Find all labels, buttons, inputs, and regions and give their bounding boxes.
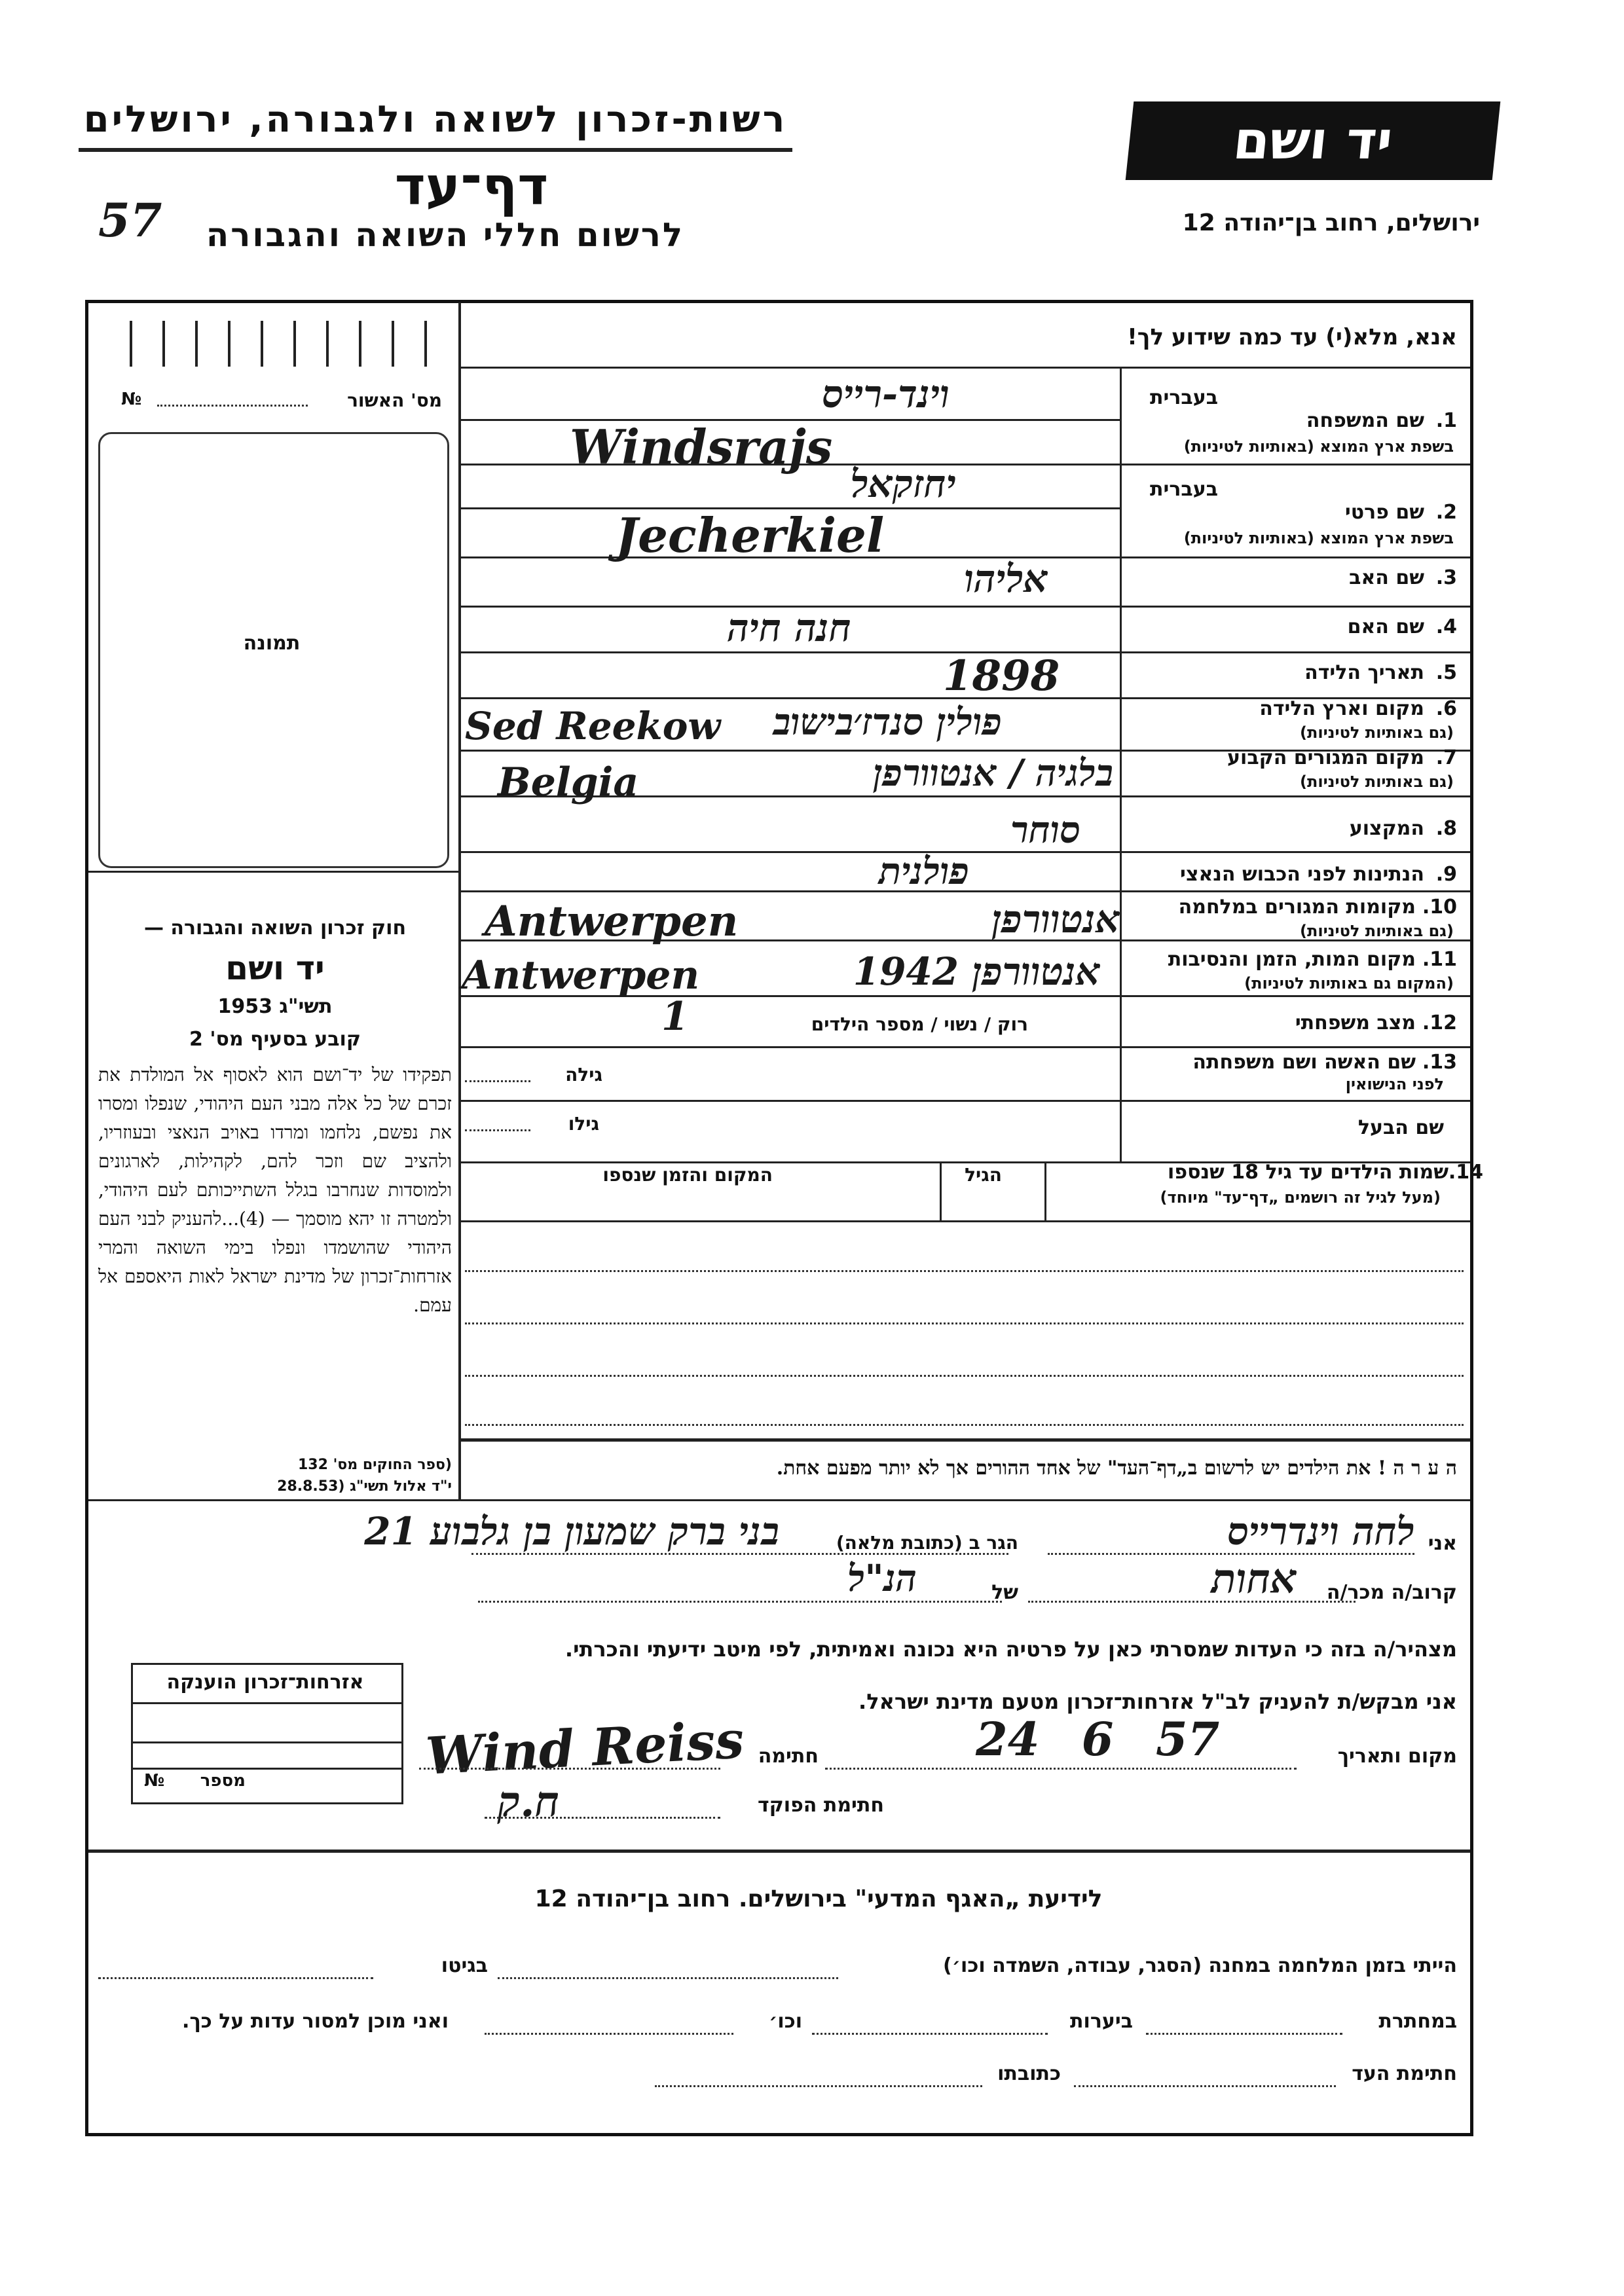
field-7-value[interactable]: בלגיה / אנטוורפן [873,752,1113,795]
field-5-label: תאריך הלידה [1304,661,1424,684]
field-4-number: 4. [1435,615,1457,638]
field-6-value[interactable]: פולין סנדז׳בישוב [773,701,1002,744]
field-11-number: 11. [1422,948,1457,971]
bottom-witness-address-label: כתובתו [997,2062,1061,2085]
field-12-options: רוק / נשוי / מספר הילדים [811,1013,1028,1035]
field-10-value[interactable]: אנטוורפן [991,897,1120,941]
declarant-address-value[interactable]: בני ברק שמעון בן גלבוע 21 [364,1509,779,1554]
field-2-hebrew-tag: בעברית [1150,478,1218,501]
field-8-number: 8. [1435,817,1457,840]
field-10-latin-value[interactable]: Antwerpen [485,897,739,946]
law-box-year-heb: תשי"ג [279,995,333,1018]
citizenship-box-line [131,1741,401,1743]
place-date-line [825,1768,1297,1770]
field-10-label: מקומות המגורים במלחמה [1178,896,1416,919]
field-13-note: לפני הנישואין [1345,1075,1444,1093]
bottom-line1-label: הייתי בזמן המלחמה במחנה (הסגר, עבודה, השמדה וכו׳) [943,1954,1457,1977]
field-11-label: מקום המות, הזמן והנסיבות [1168,948,1416,971]
field-11-value[interactable]: אנטוורפן 1942 [853,949,1100,994]
margin-mark: 57 [98,193,162,247]
field-10-note: (גם באותיות לטיניות) [1300,922,1454,940]
header-address: ירושלים, רחוב בן־יהודה 12 [1182,210,1480,236]
declarant-relation-line [1028,1601,1356,1603]
law-box-text: תפקידו של יד־ושם הוא לאסוף אל המולדת את זכרם של כל אלה מבני העם היהודי, שנפלו ומסרו את נפשם, נלחמו ומרדו באויב הנאצי ובעוזריו, ולהציב שם וזכר להם, לקהילות, לארגונים ולמוסדות שנחרבו בגלל השתייכותם לעם היהודי, ולמטרה זו יהא מוסמך — (4)...להעניק לבני העם היהודי שהושמדו ונפלו בימי השואה והמרי אזרחות־זכרון של מדינת ישראל לאות היאספם אל עמם. [98,1064,452,1316]
citizenship-box-line [131,1768,401,1770]
field-9-number: 9. [1435,863,1457,886]
children-bottom-line [458,1438,1470,1442]
approval-tick-strip [92,308,458,370]
left-column-divider [458,302,461,1438]
field-5-value[interactable]: 1898 [943,651,1060,701]
children-col-divider [940,1161,942,1220]
signature-line [419,1768,720,1770]
bottom-witness-signature-input[interactable] [1074,2085,1336,2087]
law-box-top-line [88,871,458,873]
bottom-ghetto-label: בגיטו [441,1954,488,1977]
approval-number-field[interactable] [157,405,308,407]
field-13-age-input[interactable] [465,1080,530,1082]
field-4-label: שם האם [1347,615,1424,638]
approval-no-sign: № [121,390,142,409]
bottom-testimony-label: ואני מוכן למסור עדות על כך. [182,2010,449,2033]
citizenship-no-sign: № [144,1771,165,1791]
field-6-note: (גם באותיות לטיניות) [1300,723,1454,742]
request-text: אני מבקש/ת להעניק לב"ל אזרחות־זכרון מטעם מדינת ישראל. [858,1689,1457,1714]
bottom-witness-signature-label: חתימת העד [1352,2062,1457,2085]
field-7-latin-value[interactable]: Belgia [498,759,639,805]
declaration-text: מצהיר/ה בזה כי העדות שמסרתי כאן על פרטיה היא נכונה ואמיתית, לפי מיטב ידיעתי והכרתי. [564,1637,1457,1662]
children-col-divider [1044,1161,1046,1220]
law-box-year-num: 1953 [217,995,272,1018]
bottom-forests-input[interactable] [812,2033,1048,2035]
bottom-ghetto-input[interactable] [98,1977,373,1979]
field-1-hebrew-value[interactable]: וינד-רייס [822,372,950,416]
row-line [458,1046,1470,1048]
approval-ticks [92,308,458,370]
children-row[interactable] [465,1375,1464,1377]
field-9-value[interactable]: פולנית [878,850,969,893]
doc-subtitle: לרשום חללי השואה והגבורה [206,216,685,254]
intro-underline [458,367,1470,369]
law-box-year [98,995,452,1018]
declarant-of-value[interactable]: הנ"ל [847,1557,917,1600]
officer-value[interactable]: ח.ק [498,1777,560,1827]
husband-label: שם הבעל [1357,1116,1444,1139]
field-3-value[interactable]: אליהו [964,556,1048,601]
bottom-section-divider [88,1850,1470,1853]
bottom-camp-input[interactable] [498,1977,838,1979]
husband-age-label: גילו [568,1113,599,1135]
logo-text: יד ושם [1230,110,1396,171]
signature-label: חתימה [758,1745,819,1768]
place-date-label: מקום ותאריך [1337,1745,1457,1768]
declarant-ani-label: אני [1428,1532,1457,1555]
field-2-label: שם פרטי [1344,501,1424,524]
law-box-name: יד ושם [225,949,325,987]
field-1-hebrew-tag: בעברית [1150,386,1218,409]
officer-line [485,1817,720,1819]
field-4-value[interactable]: חנה חיה [727,606,851,650]
children-row[interactable] [465,1270,1464,1272]
field-12-label: מצב משפחתי [1295,1011,1416,1034]
field-8-value[interactable]: סוחר [1010,809,1080,852]
field-13-age-label: גילה [565,1064,602,1085]
row-line [458,606,1470,608]
field-11-note: (המקום גם באותיות לטיניות) [1244,974,1454,993]
children-row[interactable] [465,1322,1464,1324]
bottom-etc-label: וכו׳ [769,2010,802,2033]
field-7-label: מקום המגורים הקבוע [1227,746,1424,769]
law-box-right-border [458,1438,461,1501]
officer-label: חתימת הפוקד [758,1794,884,1817]
field-2-note: בשפת ארץ המוצא (באותיות לטיניות) [1183,529,1454,547]
field-13-label: שם האשה ושם משפחתה [1192,1051,1416,1074]
field-13-number: 13. [1422,1051,1457,1074]
row-line [458,1100,1470,1102]
field-7-number: 7. [1435,746,1457,769]
declarant-of-label: של [991,1581,1018,1604]
declarant-relation-value[interactable]: אחות [1211,1555,1297,1603]
yad-vashem-logo [1126,101,1501,180]
field-6-label: מקום וארץ הלידה [1259,697,1424,720]
citizenship-box-line [131,1702,401,1704]
field-12-value[interactable]: 1 [661,994,689,1040]
field-14-note: (מעל לגיל זה רושמים „דף־עד" מיוחד) [1160,1188,1441,1207]
field-10-number: 10. [1422,896,1457,919]
bottom-title: לידיעת „האגף המדעי" בירושלים. רחוב בן־יהודה 12 [534,1886,1103,1912]
citizenship-number-label: מספר [200,1771,246,1791]
field-9-label: הנתינות לפני הכבוש הנאצי [1180,863,1424,886]
label-column-divider [1120,368,1122,1161]
note-underline [88,1499,1470,1501]
field-5-number: 5. [1435,661,1457,684]
header-underline [79,148,792,152]
bottom-underground-label: במחתרת [1378,2010,1457,2033]
field-3-label: שם האב [1349,566,1424,589]
field-11-latin-value[interactable]: Antwerpen [462,953,700,998]
field-1-number: 1. [1435,409,1457,432]
declarant-name-value[interactable]: לחה וינדרייס [1227,1509,1414,1554]
approval-label: מס' האשור [347,390,442,411]
intro-text: אנא, מלא(י) עד כמה שידוע לך! [1127,324,1457,350]
law-box-source-date: י"ד אלול תשי"ג (28.8.53 [277,1478,452,1495]
field-6-number: 6. [1435,697,1457,720]
field-2-hebrew-value[interactable]: יחזקאל [850,462,956,506]
photo-label: תמונה [243,632,301,655]
field-6-latin-value[interactable]: Sed Reekow [465,704,721,748]
bottom-etc-input[interactable] [485,2033,733,2035]
field-3-number: 3. [1435,566,1457,589]
declarant-of-line [478,1601,1002,1603]
law-box-clause: קובע בסעיף מס' 2 [189,1028,361,1051]
doc-title: דף־עד [394,156,549,217]
field-12-number: 12. [1422,1011,1457,1034]
signature-value[interactable]: Wind Reiss [424,1710,746,1787]
field-1-note: בשפת ארץ המוצא (באותיות לטיניות) [1183,437,1454,456]
field-14-col-age: הגיל [965,1164,1002,1186]
bottom-witness-address-input[interactable] [655,2085,982,2087]
husband-age-input[interactable] [465,1129,530,1131]
bottom-underground-input[interactable] [1146,2033,1342,2035]
field-1-label: שם המשפחה [1306,409,1424,432]
note-text: ה ע ר ה ! את הילדים יש לרשום ב„דף־העד" של אחד ההורים אך לא יותר מפעם אחת. [776,1457,1457,1480]
children-row[interactable] [465,1424,1464,1426]
field-2-latin-value[interactable]: Jecherkiel [616,507,885,563]
bottom-forests-label: ביערות [1070,2010,1133,2033]
place-date-value[interactable]: 24 6 57 [976,1712,1220,1766]
citizenship-box-title: אזרחות־זכרון הוענקה [166,1671,364,1694]
declarant-address-label: הגר ב (כתובת מלאה) [836,1532,1018,1554]
declarant-relative-label: קרוב/ה מכר/ה [1326,1581,1457,1604]
law-box-source: (ספר החוקים מס' 132 [297,1457,452,1473]
children-header-line [458,1220,1470,1222]
institution-heading: רשות-זכרון לשואה ולגבורה, ירושלים [83,98,788,141]
field-8-label: המקצוע [1349,817,1424,840]
law-box-title: חוק זכרון השואה והגבורה — [143,917,407,939]
field-1-latin-value[interactable]: Windsrajs [570,419,833,475]
field-14-number: 14. [1448,1161,1483,1184]
field-7-note: (גם באותיות לטיניות) [1300,773,1454,791]
field-14-label: שמות הילדים עד גיל 18 שנספו [1168,1161,1449,1184]
field-2-number: 2. [1435,501,1457,524]
field-14-col-place: המקום והזמן שנספו [602,1164,773,1186]
